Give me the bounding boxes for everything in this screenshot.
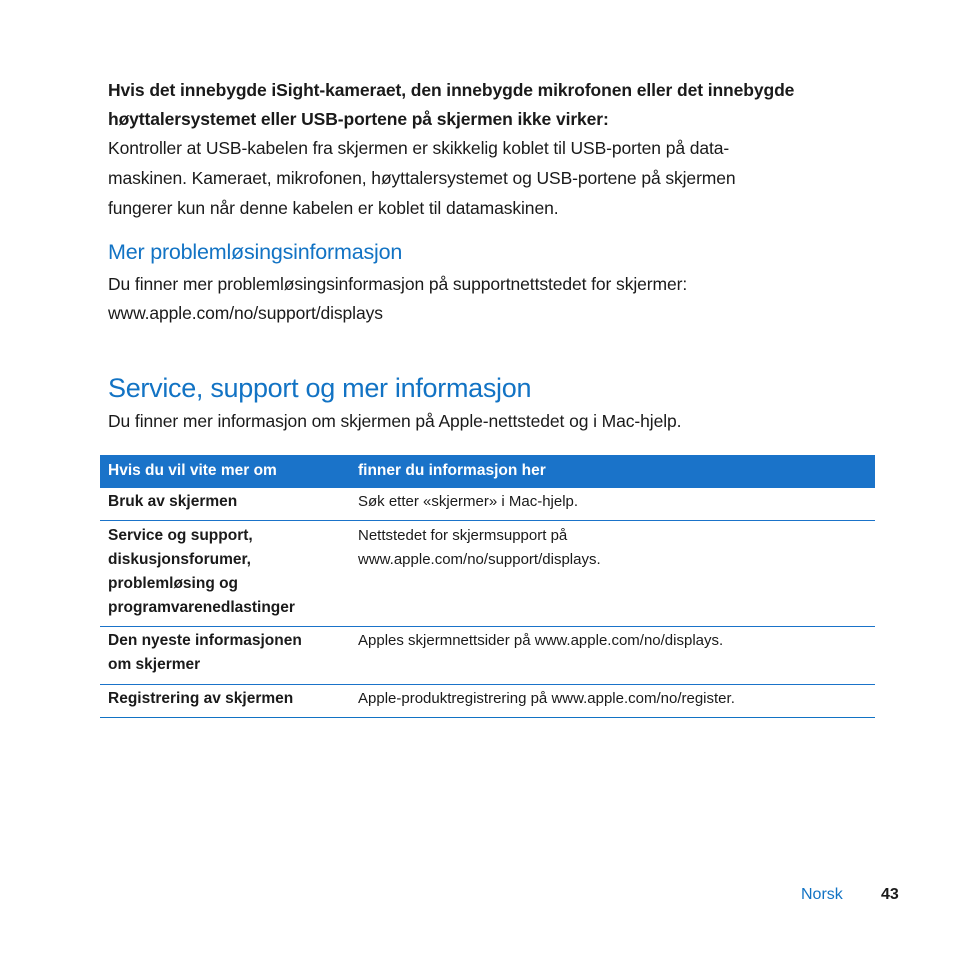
service-section-intro: Du finner mer informasjon om skjermen på Apple-nettstedet og i Mac-hjelp. [108,411,682,431]
topic-line: problemløsing og [108,575,239,592]
info-line: www.apple.com/no/support/displays. [358,551,601,568]
topic-line: Service og support, [108,527,253,544]
topic-line: Den nyeste informasjonen [108,632,302,649]
table-row [100,684,875,717]
table-row [100,520,875,626]
topic-line: programvarenedlastinger [108,599,295,616]
text-line: Du finner mer problemløsingsinformasjon på supportnettstedet for skjermer: [108,274,688,294]
topic-line: Bruk av skjermen [108,493,238,510]
answer-line: fungerer kun når denne kabelen er koblet til datamaskinen. [108,198,559,218]
row-info [358,524,875,626]
header-topic: Hvis du vil vite mer om [108,462,277,479]
topic-line: om skjermer [108,656,201,673]
row-info [358,490,875,520]
service-section-heading: Service, support og mer informasjon [108,373,532,403]
row-info [358,629,875,684]
info-table [100,455,875,718]
table-row [100,487,875,520]
footer-language: Norsk [801,886,843,903]
info-line: Søk etter «skjermer» i Mac-hjelp. [358,493,579,510]
answer-line: maskinen. Kameraet, mikrofonen, høyttalersystemet og USB-portene på skjermen [108,168,736,188]
row-topic [100,629,358,684]
info-line: Nettstedet for skjermsupport på [358,527,568,544]
topic-line: Registrering av skjermen [108,690,294,707]
info-line: Apple-produktregistrering på www.apple.com/no/register. [358,690,735,707]
table-header [100,455,875,487]
troubleshoot-answer [108,133,888,223]
row-info [358,687,875,717]
troubleshoot-question: Hvis det innebygde iSight-kameraet, den innebygde mikrofonen eller det innebygde høyttalersystemet eller USB-portene på skjermen ikke virker: [108,80,795,129]
page-number: 43 [881,886,899,903]
row-topic [100,524,358,626]
more-troubleshooting-heading: Mer problemløsingsinformasjon [108,240,403,264]
row-topic [100,687,358,717]
info-line: Apples skjermnettsider på www.apple.com/no/displays. [358,632,724,649]
header-info: finner du informasjon her [358,462,546,479]
row-topic [100,490,358,520]
answer-line: Kontroller at USB-kabelen fra skjermen er skikkelig koblet til USB-porten på data- [108,138,730,158]
table-row [100,626,875,684]
topic-line: diskusjonsforumer, [108,551,251,568]
more-troubleshooting-text [108,270,888,328]
support-url: www.apple.com/no/support/displays [108,303,383,323]
